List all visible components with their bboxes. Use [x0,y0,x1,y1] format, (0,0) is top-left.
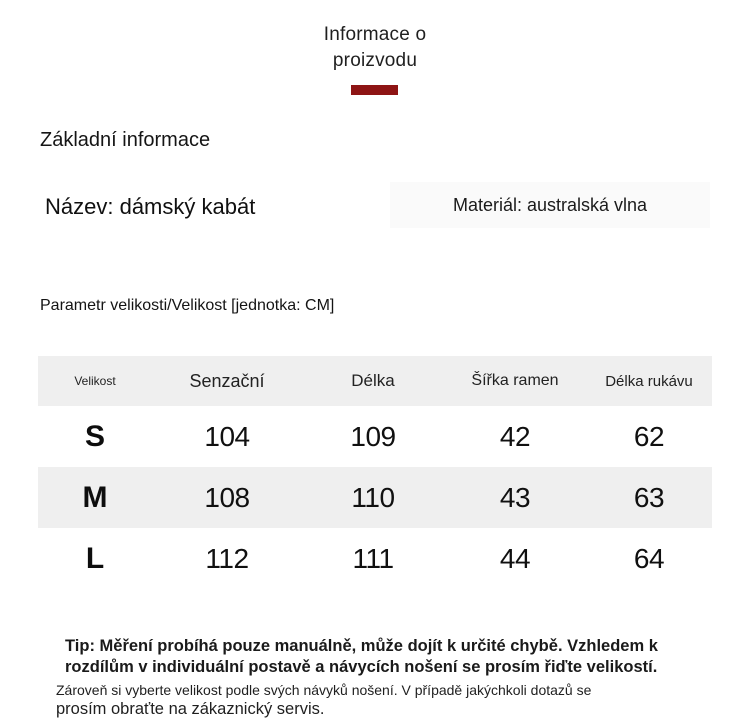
value-cell: 63 [633,481,665,513]
value-cell: 43 [499,481,531,513]
header-cell-delka-rukavu: Délka rukávu [605,372,693,390]
table-row-s [38,406,712,467]
value-cell: 62 [633,420,665,452]
size-table [38,356,712,589]
value-cell: 109 [350,420,396,452]
advice-line-2: prosím obraťte na zákaznický servis. [56,700,325,718]
tip-line-1: Tip: Měření probíhá pouze manuálně, může dojít k určité chybě. Vzhledem k [65,637,658,655]
value-cell: 44 [499,542,531,574]
table-row-m [38,467,712,528]
size-table-heading: Parametr velikosti/Velikost [jednotka: CM] [40,297,335,314]
header-cell-velikost: Velikost [74,374,116,388]
value-cell: 111 [352,542,394,574]
header-cell-delka: Délka [351,371,395,390]
size-label: S [84,419,105,453]
title-divider-bar [351,85,398,95]
size-table-header-row [38,356,712,406]
page-title [0,22,750,74]
value-cell: 64 [633,542,665,574]
tip-line-2: rozdílům v individuální postavě a návycích nošení se prosím řiďte velikostí. [65,658,658,676]
value-cell: 42 [499,420,531,452]
advice-line-1: Zároveň si vyberte velikost podle svých návyků nošení. V případě jakýchkoli dotazů se [56,682,592,698]
page-title-line-2: proizvodu [332,50,418,71]
size-label: M [82,480,108,514]
product-material: Materiál: australská vlna [390,182,710,228]
header-cell-sirka-ramen: Šířka ramen [471,372,559,389]
size-label: L [85,541,105,575]
value-cell: 112 [205,542,249,574]
value-cell: 104 [204,420,250,452]
tip-text [65,636,715,678]
header-cell-senzacni: Senzační [189,370,265,391]
value-cell: 110 [351,481,395,513]
page-title-line-1: Informace o [323,24,427,45]
advice-text [56,682,676,719]
value-cell: 108 [204,481,250,513]
product-name: Název: dámský kabát [45,194,256,219]
basic-info-heading: Základní informace [40,129,211,151]
table-row-l [38,528,712,589]
